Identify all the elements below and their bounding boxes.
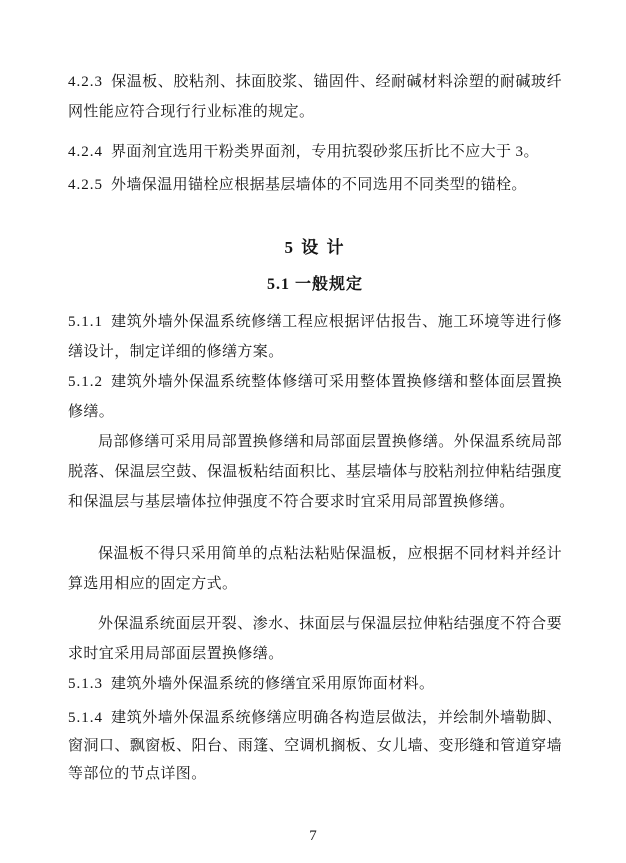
clause-number: 4.2.3	[68, 74, 103, 90]
clause-5-1-2-subpara-2: 保温板不得只采用简单的点粘法粘贴保温板，应根据不同材料并经计算选用相应的固定方式。	[68, 546, 562, 592]
clause-text: 建筑外墙外保温系统修缮工程应根据评估报告、施工环境等进行修缮设计，制定详细的修缮方案。	[68, 314, 562, 360]
clause-5-1-3	[68, 669, 562, 699]
clause-number: 4.2.5	[68, 177, 103, 193]
clause-4-2-5	[68, 170, 562, 200]
clause-5-1-4	[68, 704, 562, 788]
clause-5-1-1	[68, 307, 562, 367]
clause-4-2-3	[68, 67, 562, 127]
clause-number: 5.1.4	[68, 710, 103, 726]
clause-4-2-4	[68, 137, 562, 167]
clause-number: 4.2.4	[68, 144, 103, 160]
clause-5-1-2	[68, 367, 562, 427]
page-number: 7	[309, 828, 317, 844]
clause-number: 5.1.1	[68, 314, 103, 330]
section-heading: 5.1 一般规定	[266, 276, 363, 293]
clause-text: 建筑外墙外保温系统整体修缮可采用整体置换修缮和整体面层置换修缮。	[68, 374, 562, 420]
clause-text: 建筑外墙外保温系统的修缮宜采用原饰面材料。	[111, 676, 435, 692]
clause-5-1-2-subpara-1: 局部修缮可采用局部置换修缮和局部面层置换修缮。外保温系统局部脱落、保温层空鼓、保温板粘结面积比、基层墙体与胶粘剂拉伸粘结强度和保温层与基层墙体拉伸强度不符合要求时宜采用局部置换修缮。	[68, 434, 562, 510]
clause-text: 界面剂宜选用干粉类界面剂，专用抗裂砂浆压折比不应大于 3。	[111, 144, 539, 160]
chapter-heading: 5 设 计	[284, 238, 346, 257]
clause-text: 保温板、胶粘剂、抹面胶浆、锚固件、经耐碱材料涂塑的耐碱玻纤网性能应符合现行行业标准的规定。	[68, 74, 562, 120]
clause-text: 建筑外墙外保温系统修缮应明确各构造层做法，并绘制外墙勒脚、窗洞口、飘窗板、阳台、雨篷、空调机搁板、女儿墙、变形缝和管道穿墙等部位的节点详图。	[68, 710, 562, 782]
clause-text: 外墙保温用锚栓应根据基层墙体的不同选用不同类型的锚栓。	[111, 177, 527, 193]
clause-number: 5.1.3	[68, 676, 103, 692]
clause-number: 5.1.2	[68, 374, 103, 390]
clause-5-1-2-subpara-3: 外保温系统面层开裂、渗水、抹面层与保温层拉伸粘结强度不符合要求时宜采用局部面层置换修缮。	[68, 616, 562, 662]
